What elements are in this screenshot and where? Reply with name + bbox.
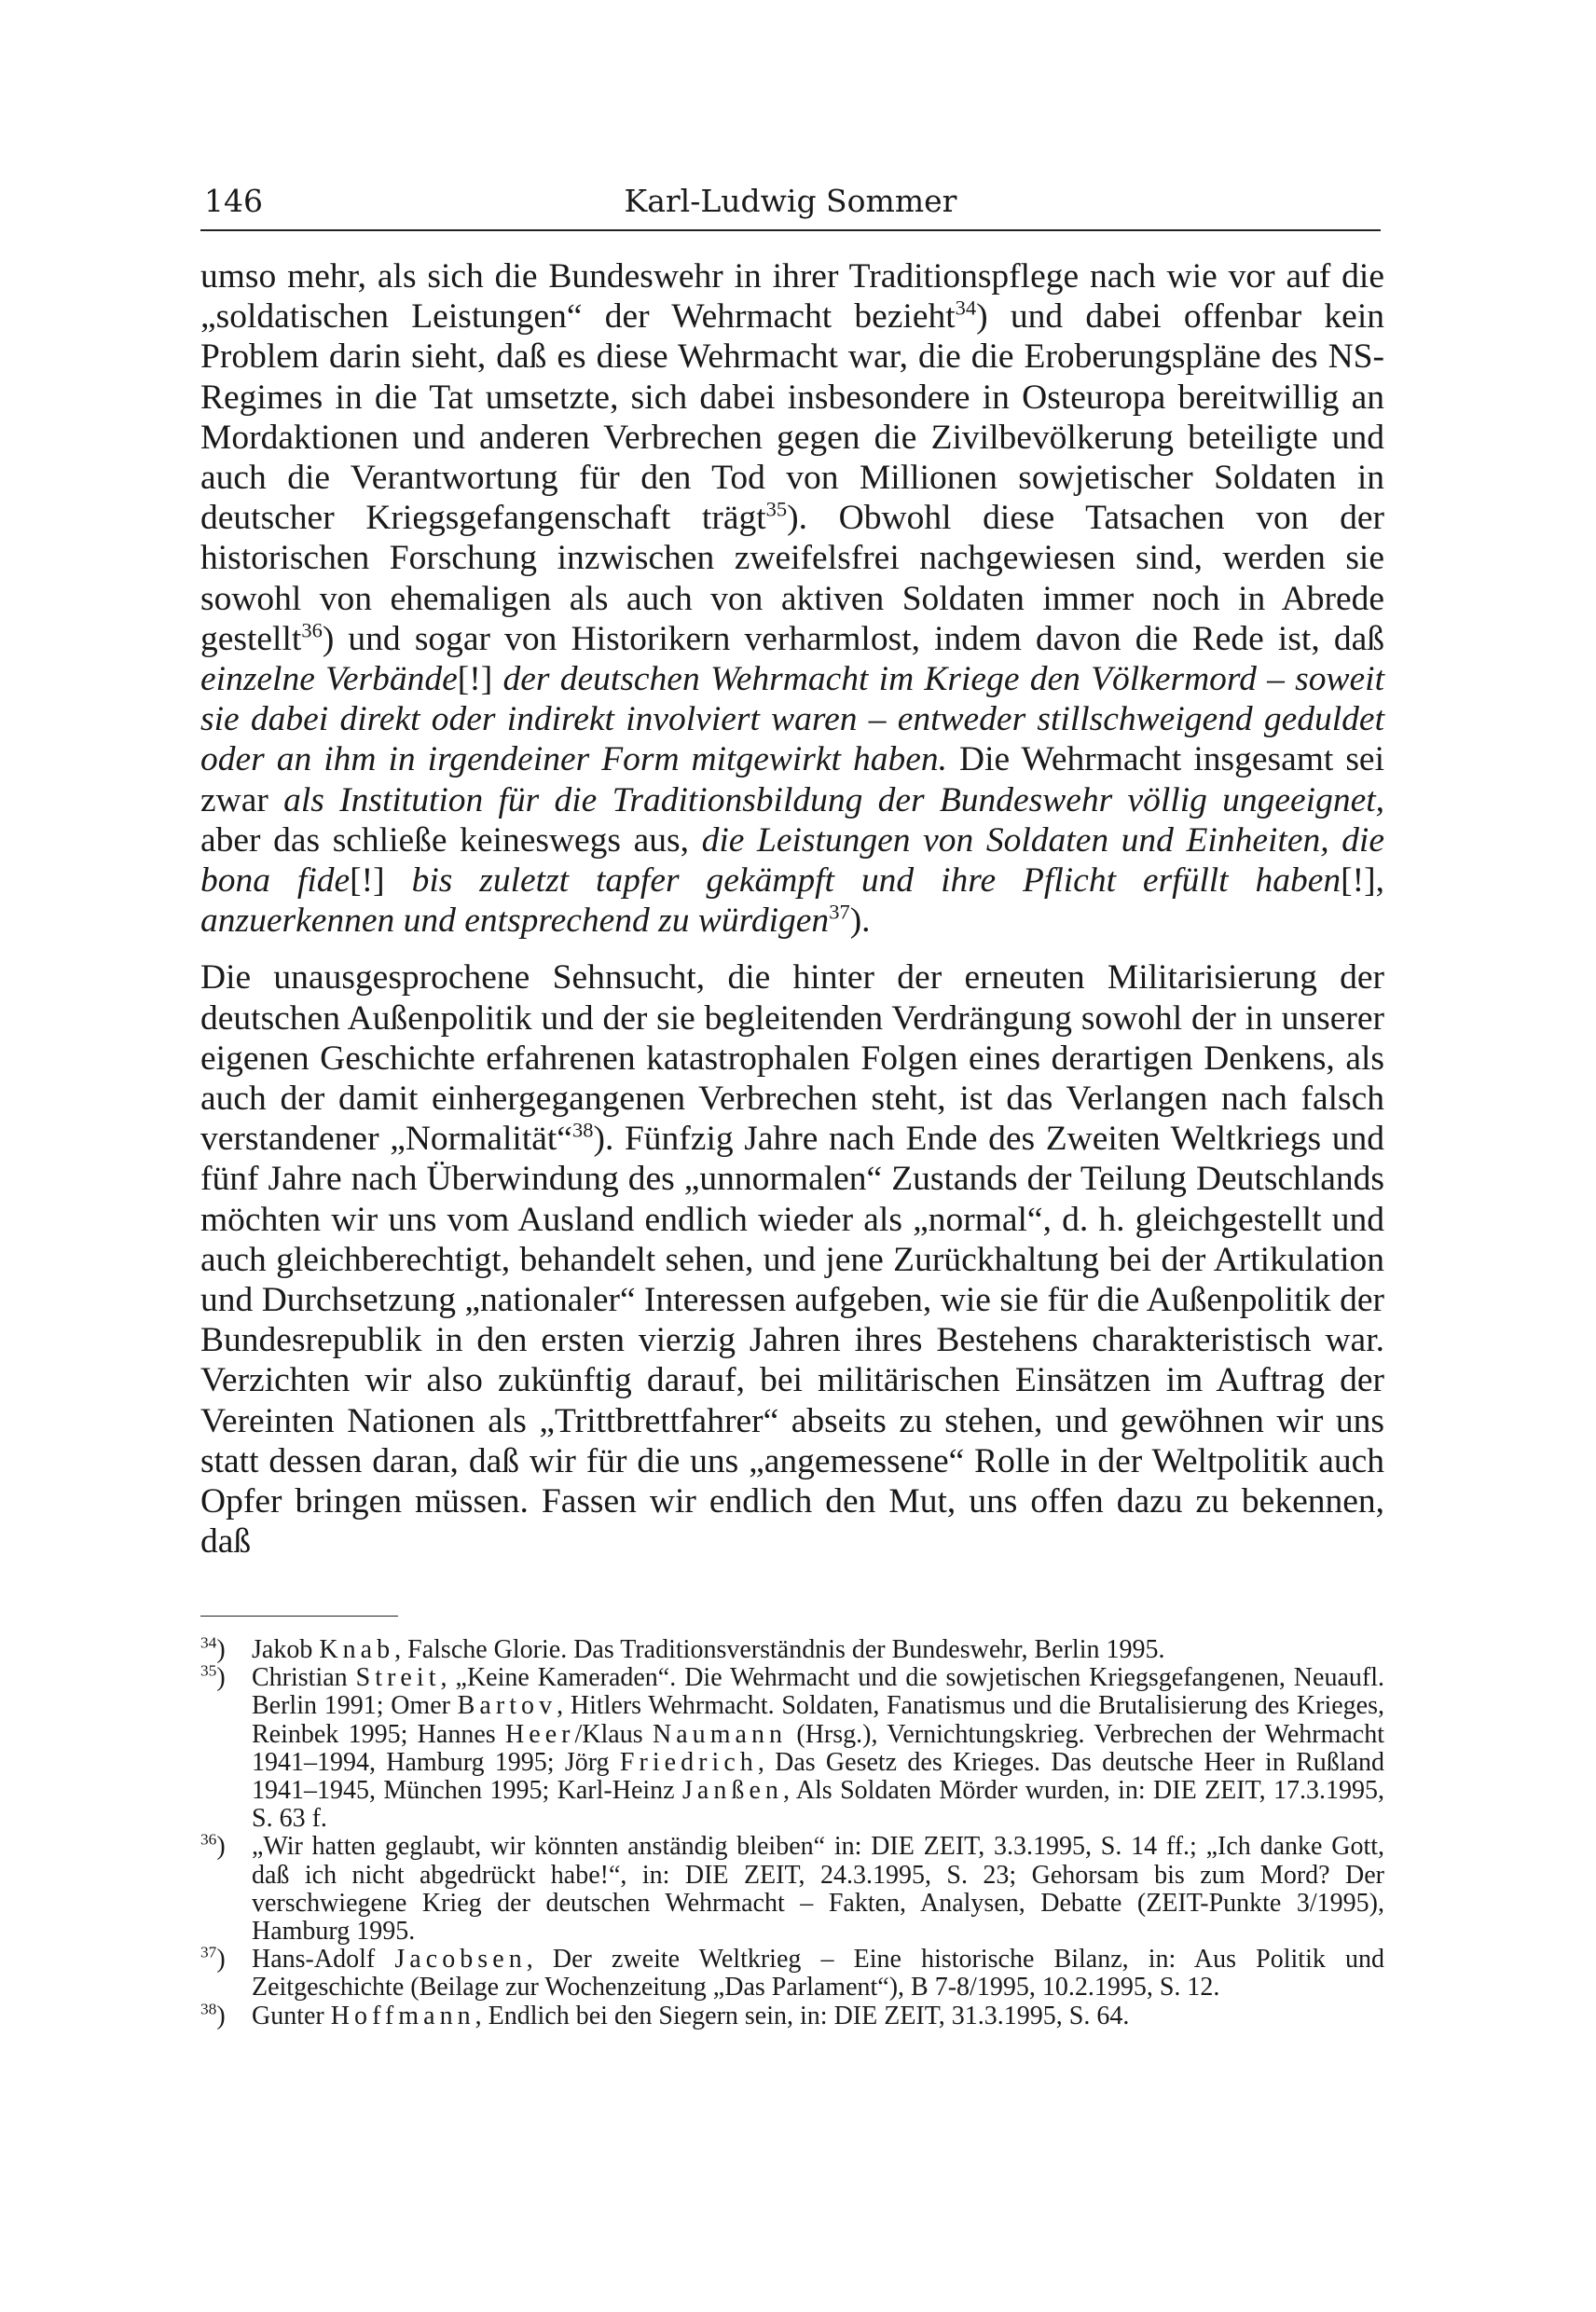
footnote-number-value: 35 — [200, 1661, 217, 1680]
footnote-number: $^{35}$) — [200, 1661, 226, 1693]
footnotes — [200, 1633, 1385, 2030]
footnote-number: $^{34}$) — [200, 1633, 226, 1664]
page-header — [200, 183, 1381, 231]
footnote-number: $^{37}$) — [200, 1943, 226, 1975]
text-run: , „Keine Kameraden“. Die Wehrmacht und die sowjetischen Kriegsgefangenen, Neuaufl. Berlin 1991; Omer — [252, 1663, 1384, 1721]
footnote-number-value: 36 — [200, 1831, 217, 1850]
footnote-34 — [200, 1633, 1384, 1664]
footnote-38 — [200, 2002, 1384, 2030]
text-run: ). — [849, 901, 871, 941]
quote-italic: anzuerkennen und entsprechend zu würdigen — [200, 901, 830, 941]
text-run: ) und dabei offenbar kein Problem darin sieht, daß es diese Wehrmacht war, die die Eroberungspläne des NS-Regimes in die Tat umsetzte, sich dabei insbesondere in Osteuropa bereitwillig an Mordaktionen und anderen Verbrechen gegen die Zivilbevölkerung beteiligte und auch die Verantwortung für den Tod von Millionen sowjetischer Soldaten in deutscher Kriegsgefangenschaft trägt — [200, 297, 1384, 538]
footnote-separator — [200, 1616, 398, 1617]
text-run: [!], — [1341, 861, 1384, 901]
text-run: , Hitlers Wehrmacht. Soldaten, Fanatismus und die Brutalisierung des Krieges, Reinbek 1995; Hannes — [252, 1691, 1384, 1749]
footnote-number-value: 37 — [200, 1943, 217, 1961]
footnote-ref-37: 37 — [829, 900, 850, 924]
paragraph-2 — [200, 957, 1384, 1562]
text-run: Christian — [252, 1663, 356, 1693]
quote-italic: die Leistungen von Soldaten und Einheiten, die bona fide — [200, 820, 1384, 901]
quote-italic: einzelne Verbände — [200, 660, 458, 699]
author-name: Streit — [355, 1663, 441, 1693]
text-run: aber das schließe keineswegs aus, — [200, 820, 702, 860]
text-run: Die Wehrmacht insgesamt sei zwar — [200, 740, 1384, 819]
text-run: , Falsche Glorie. Das Traditionsverständnis der Bundeswehr, Berlin 1995. — [394, 1635, 1165, 1664]
text-run: , Als Soldaten Mörder wurden, in: DIE ZEIT, 17.3.1995, S. 63 f. — [252, 1776, 1385, 1834]
footnote-number: $^{36}$) — [200, 1831, 226, 1862]
running-head: Karl-Ludwig Sommer — [624, 183, 957, 219]
text-run: „Wir hatten geglaubt, wir könnten anständig bleiben“ in: DIE ZEIT, 3.3.1995, S. 14 ff.; „Ich danke Gott, daß ich nicht abgedrückt habe!“, in: DIE ZEIT, 24.3.1995, S. 23; Gehorsam bis zum Mord? Der verschwiegene Krieg der deutschen Wehrmacht – Fakten, Analysen, Debatte (ZEIT-Punkte 3/1995), Hamburg 1995. — [252, 1832, 1384, 1947]
author-name: Heer — [504, 1719, 575, 1749]
text-run: , Der zweite Weltkrieg – Eine historische Bilanz, in: Aus Politik und Zeitgeschichte (Beilage zur Wochenzeitung „Das Parlament“), B 7-8/1995, 10.2.1995, S. 12. — [252, 1945, 1385, 2002]
text-run: Gunter — [252, 2001, 331, 2030]
quote-italic: als Institution für die Traditionsbildung der Bundeswehr völlig ungeeignet, — [283, 780, 1385, 819]
author-name: Jacobsen — [394, 1945, 527, 1975]
quote-italic: der deutschen Wehrmacht im Kriege den Völkermord – soweit sie dabei direkt oder indirekt involviert waren – entweder stillschweigend geduldet oder an ihm in irgendeiner Form mitgewirkt haben. — [200, 660, 1384, 779]
text-run: Hans-Adolf — [252, 1945, 395, 1975]
text-run: ) und sogar von Historikern verharmlost, indem davon die Rede ist, daß — [322, 619, 1384, 658]
author-name: Friedrich — [619, 1747, 758, 1777]
author-name: Naumann — [652, 1719, 788, 1749]
footnote-number-value: 34 — [200, 1633, 217, 1652]
text-run: /Klaus — [574, 1719, 653, 1749]
footnote-number-value: 38 — [200, 2000, 217, 2018]
page-number: 146 — [204, 183, 263, 219]
text-run: [!] — [457, 660, 503, 699]
footnote-37 — [200, 1943, 1385, 2002]
footnote-ref-34: 34 — [955, 296, 977, 320]
author-name: Janßen — [681, 1776, 783, 1806]
author-name: Knab — [319, 1635, 395, 1664]
main-text — [200, 256, 1384, 1562]
footnote-number: $^{38}$) — [200, 2000, 226, 2030]
text-run: [!] — [350, 861, 412, 901]
text-run: , Endlich bei den Siegern sein, in: DIE ZEIT, 31.3.1995, S. 64. — [475, 2001, 1130, 2030]
text-run: , Das Gesetz des Krieges. Das deutsche Heer in Rußland 1941–1945, München 1995; Karl-Heinz — [252, 1747, 1384, 1806]
footnote-ref-36: 36 — [301, 618, 323, 642]
text-run: (Hrsg.), Vernichtungskrieg. Verbrechen der Wehrmacht 1941–1994, Hamburg 1995; Jörg — [252, 1719, 1385, 1777]
footnote-ref-35: 35 — [765, 497, 788, 521]
paragraph-1 — [200, 256, 1384, 941]
author-name: Hoffmann — [330, 2001, 475, 2030]
footnote-36 — [200, 1833, 1384, 1946]
footnote-35 — [200, 1661, 1385, 1834]
text-run: umso mehr, als sich die Bundeswehr in ihrer Traditionspflege nach wie vor auf die „soldatischen Leistungen“ der Wehrmacht bezieht — [200, 257, 1384, 337]
quote-italic: bis zuletzt tapfer gekämpft und ihre Pflicht erfüllt haben — [411, 861, 1341, 901]
text-run: ). Obwohl diese Tatsachen von der historischen Forschung inzwischen zweifelsfrei nachgewiesen sind, werden sie sowohl von ehemaligen als auch von aktiven Soldaten immer noch in Abrede gestellt — [200, 499, 1385, 658]
text-run: ). Fünfzig Jahre nach Ende des Zweiten Weltkriegs und fünf Jahre nach Überwindung des „unnormalen“ Zustands der Teilung Deutschlands möchten wir uns vom Ausland endlich wieder als „normal“, d. h. gleichgestellt und auch gleichberechtigt, behandelt sehen, und jene Zurückhaltung bei der Artikulation und Durchsetzung „nationaler“ Interessen aufgeben, wie sie für die Außenpolitik der Bundesrepublik in den ersten vierzig Jahren ihres Bestehens charakteristisch war. Verzichten wir also zukünftig darauf, bei militärischen Einsätzen im Auftrag der Vereinten Nationen als „Trittbrettfahrer“ abseits zu stehen, und gewöhnen wir uns statt dessen daran, daß wir für die uns „angemessene“ Rolle in der Weltpolitik auch Opfer bringen müssen. Fassen wir endlich den Mut, uns offen dazu zu bekennen, daß — [200, 1120, 1384, 1562]
footnote-ref-38: 38 — [571, 1118, 594, 1142]
text-run: Jakob — [252, 1635, 320, 1664]
text-run: Die unausgesprochene Sehnsucht, die hinter der erneuten Militarisierung der deutschen Außenpolitik und der sie begleitenden Verdrängung sowohl der in unserer eigenen Geschichte erfahrenen katastrophalen Folgen eines derartigen Denkens, als auch der damit einhergegangenen Verbrechen steht, ist das Verlangen nach falsch verstandener „Normalität“ — [200, 958, 1384, 1159]
author-name: Bartov — [457, 1691, 557, 1721]
